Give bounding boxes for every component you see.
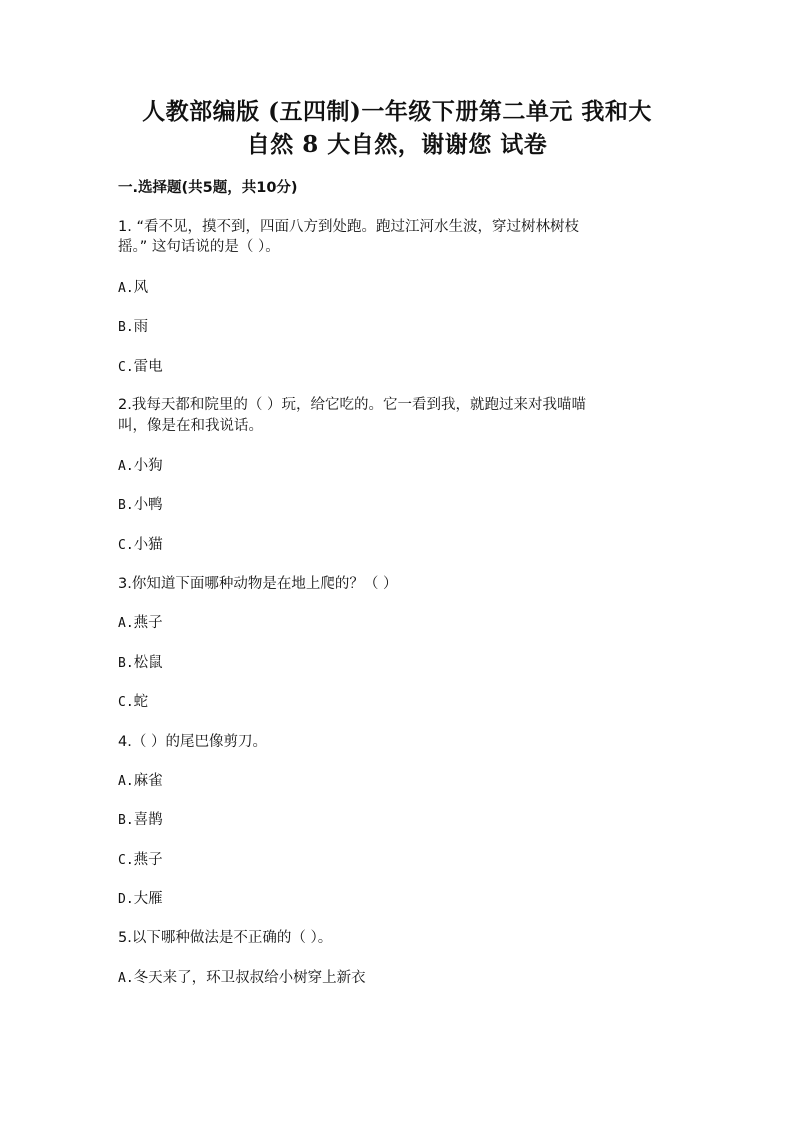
question-3-option-b [118, 652, 163, 675]
option-text: 松鼠 [133, 655, 163, 671]
question-4-stem: 4.（ ）的尾巴像剪刀。 [118, 734, 267, 750]
question-4-option-a [118, 770, 163, 793]
question-2-stem-line-2: 叫，像是在和我说话。 [118, 418, 263, 434]
option-letter: A. [118, 616, 134, 631]
question-1-stem-line-2: 摇。” 这句话说的是（ ）。 [118, 239, 280, 255]
question-2-option-b [118, 494, 163, 517]
option-text: 风 [133, 280, 149, 296]
option-letter: A. [118, 774, 134, 789]
option-letter: A. [118, 281, 134, 296]
option-letter: B. [118, 320, 134, 335]
option-letter: A. [118, 459, 134, 474]
question-5-stem: 5.以下哪种做法是不正确的（ ）。 [118, 930, 333, 946]
question-2-option-a [118, 455, 163, 478]
question-1-option-a [118, 277, 148, 300]
document-title-line-1: 人教部编版 (五四制)一年级下册第二单元 我和大 [142, 98, 652, 125]
option-text: 小狗 [133, 458, 163, 474]
option-letter: B. [118, 656, 134, 671]
option-text: 雨 [133, 319, 149, 335]
option-letter: C. [118, 360, 134, 375]
option-letter: B. [118, 813, 134, 828]
question-4-option-d [118, 888, 163, 911]
option-letter: A. [118, 971, 134, 986]
option-text: 雷电 [133, 359, 163, 375]
option-text: 燕子 [133, 615, 163, 631]
option-text: 麻雀 [133, 773, 163, 789]
question-1-stem-line-1: 1. “看不见，摸不到，四面八方到处跑。跑过江河水生波，穿过树林树枝 [118, 219, 579, 235]
option-text: 燕子 [133, 852, 163, 868]
question-2-stem-line-1: 2.我每天都和院里的（ ）玩，给它吃的。它一看到我，就跑过来对我喵喵 [118, 397, 586, 413]
option-letter: C. [118, 853, 134, 868]
option-letter: B. [118, 498, 134, 513]
question-5-option-a [118, 967, 366, 990]
question-1-option-c [118, 356, 163, 379]
question-2-option-c [118, 534, 163, 557]
option-text: 小鸭 [133, 497, 163, 513]
option-letter: D. [118, 892, 134, 907]
option-letter: C. [118, 538, 134, 553]
option-text: 大雁 [133, 891, 163, 907]
option-text: 小猫 [133, 537, 163, 553]
option-letter: C. [118, 695, 134, 710]
question-3-stem: 3.你知道下面哪种动物是在地上爬的？（ ） [118, 576, 398, 592]
option-text: 蛇 [133, 694, 149, 710]
question-1-option-b [118, 316, 148, 339]
section-heading: 一.选择题(共5题，共10分) [118, 180, 298, 196]
option-text: 冬天来了，环卫叔叔给小树穿上新衣 [133, 970, 366, 986]
question-3-option-c [118, 691, 148, 714]
question-3-option-a [118, 612, 163, 635]
option-text: 喜鹊 [133, 812, 163, 828]
question-4-option-c [118, 849, 163, 872]
question-4-option-b [118, 809, 163, 832]
document-title-line-2: 自然 8 大自然，谢谢您 试卷 [246, 131, 548, 158]
